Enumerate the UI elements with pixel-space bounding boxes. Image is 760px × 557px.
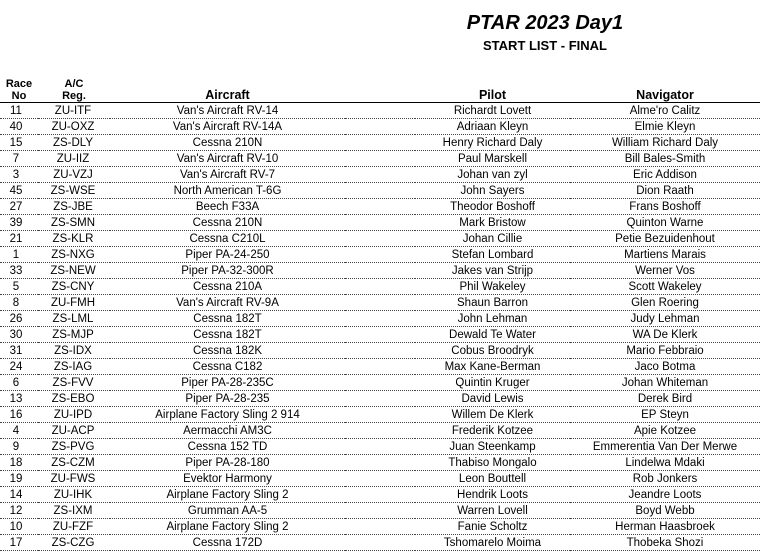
reg-header-line2: Reg. (62, 90, 86, 102)
race-no-cell: 6 (0, 375, 38, 391)
table-row (0, 375, 760, 391)
table-row (0, 279, 760, 295)
start-list-body (0, 103, 760, 551)
navigator-cell: Scott Wakeley (570, 279, 760, 295)
navigator-cell: Judy Lehman (570, 311, 760, 327)
pilot-cell: Max Kane-Berman (415, 359, 570, 375)
spacer-cell (345, 215, 415, 231)
race-no-cell: 9 (0, 439, 38, 455)
aircraft-cell: Cessna C182 (110, 359, 345, 375)
navigator-cell: Emmerentia Van Der Merwe (570, 439, 760, 455)
pilot-cell: David Lewis (415, 391, 570, 407)
registration-cell: ZS-IDX (38, 343, 110, 359)
navigator-cell: EP Steyn (570, 407, 760, 423)
navigator-cell: Johan Whiteman (570, 375, 760, 391)
race-header-line1: Race (5, 78, 33, 90)
race-no-cell: 4 (0, 423, 38, 439)
registration-cell: ZS-CZG (38, 535, 110, 551)
pilot-cell: Dewald Te Water (415, 327, 570, 343)
table-row (0, 327, 760, 343)
registration-cell: ZU-OXZ (38, 119, 110, 135)
table-row (0, 343, 760, 359)
registration-cell: ZS-EBO (38, 391, 110, 407)
spacer-cell (345, 151, 415, 167)
table-row (0, 263, 760, 279)
navigator-cell: Werner Vos (570, 263, 760, 279)
spacer-cell (345, 311, 415, 327)
aircraft-cell: Airplane Factory Sling 2 914 (110, 407, 345, 423)
pilot-cell: Juan Steenkamp (415, 439, 570, 455)
navigator-cell: Martiens Marais (570, 247, 760, 263)
spacer-cell (345, 519, 415, 535)
spacer-cell (345, 263, 415, 279)
pilot-cell: Adriaan Kleyn (415, 119, 570, 135)
race-no-cell: 39 (0, 215, 38, 231)
race-no-cell: 11 (0, 103, 38, 119)
pilot-cell: Richardt Lovett (415, 103, 570, 119)
registration-cell: ZS-CNY (38, 279, 110, 295)
navigator-cell: Frans Boshoff (570, 199, 760, 215)
navigator-cell: Jeandre Loots (570, 487, 760, 503)
pilot-cell: Shaun Barron (415, 295, 570, 311)
race-no-cell: 10 (0, 519, 38, 535)
race-no-cell: 30 (0, 327, 38, 343)
race-no-cell: 27 (0, 199, 38, 215)
registration-cell: ZS-SMN (38, 215, 110, 231)
table-row (0, 247, 760, 263)
pilot-cell: Tshomarelo Moima (415, 535, 570, 551)
pilot-cell: Hendrik Loots (415, 487, 570, 503)
navigator-cell: Lindelwa Mdaki (570, 455, 760, 471)
aircraft-cell: Piper PA-28-235C (110, 375, 345, 391)
start-list-table (0, 73, 760, 551)
table-row (0, 519, 760, 535)
aircraft-cell: Cessna 172D (110, 535, 345, 551)
aircraft-cell: Cessna 182K (110, 343, 345, 359)
aircraft-cell: Van's Aircraft RV-10 (110, 151, 345, 167)
navigator-cell: Mario Febbraio (570, 343, 760, 359)
registration-cell: ZU-FWS (38, 471, 110, 487)
table-row (0, 167, 760, 183)
reg-header (38, 73, 110, 103)
table-header-row (0, 73, 760, 103)
registration-cell: ZU-FMH (38, 295, 110, 311)
race-no-cell: 7 (0, 151, 38, 167)
registration-cell: ZU-ACP (38, 423, 110, 439)
navigator-cell: Herman Haasbroek (570, 519, 760, 535)
race-no-cell: 12 (0, 503, 38, 519)
spacer-cell (345, 183, 415, 199)
spacer-cell (345, 103, 415, 119)
aircraft-cell: Grumman AA-5 (110, 503, 345, 519)
aircraft-cell: Cessna 210A (110, 279, 345, 295)
race-no-cell: 8 (0, 295, 38, 311)
pilot-cell: Paul Marskell (415, 151, 570, 167)
race-no-cell: 1 (0, 247, 38, 263)
aircraft-cell: Van's Aircraft RV-9A (110, 295, 345, 311)
spacer-cell (345, 487, 415, 503)
table-row (0, 423, 760, 439)
table-row (0, 359, 760, 375)
pilot-cell: Phil Wakeley (415, 279, 570, 295)
pilot-cell: Mark Bristow (415, 215, 570, 231)
table-row (0, 231, 760, 247)
registration-cell: ZS-IAG (38, 359, 110, 375)
aircraft-cell: Piper PA-28-235 (110, 391, 345, 407)
race-header-line2: No (11, 90, 27, 102)
aircraft-cell: Evektor Harmony (110, 471, 345, 487)
navigator-cell: William Richard Daly (570, 135, 760, 151)
registration-cell: ZU-IPD (38, 407, 110, 423)
registration-cell: ZS-JBE (38, 199, 110, 215)
table-row (0, 439, 760, 455)
spacer-cell (345, 135, 415, 151)
race-no-cell: 31 (0, 343, 38, 359)
aircraft-cell: Van's Aircraft RV-14 (110, 103, 345, 119)
navigator-cell: Rob Jonkers (570, 471, 760, 487)
race-no-cell: 33 (0, 263, 38, 279)
registration-cell: ZS-KLR (38, 231, 110, 247)
spacer-cell (345, 199, 415, 215)
spacer-cell (345, 231, 415, 247)
table-row (0, 199, 760, 215)
registration-cell: ZS-MJP (38, 327, 110, 343)
table-row (0, 471, 760, 487)
aircraft-cell: Airplane Factory Sling 2 (110, 487, 345, 503)
navigator-header: Navigator (570, 73, 760, 103)
table-row (0, 311, 760, 327)
table-row (0, 183, 760, 199)
spacer-cell (345, 279, 415, 295)
registration-cell: ZU-FZF (38, 519, 110, 535)
spacer-cell (345, 375, 415, 391)
navigator-cell: Eric Addison (570, 167, 760, 183)
pilot-cell: Johan van zyl (415, 167, 570, 183)
aircraft-cell: Piper PA-32-300R (110, 263, 345, 279)
aircraft-cell: Cessna 152 TD (110, 439, 345, 455)
navigator-cell: Quinton Warne (570, 215, 760, 231)
race-no-cell: 26 (0, 311, 38, 327)
navigator-cell: Thobeka Shozi (570, 535, 760, 551)
race-no-header (0, 73, 38, 103)
pilot-cell: Leon Bouttell (415, 471, 570, 487)
pilot-cell: Cobus Broodryk (415, 343, 570, 359)
spacer-cell (345, 423, 415, 439)
race-no-cell: 13 (0, 391, 38, 407)
aircraft-cell: Aermacchi AM3C (110, 423, 345, 439)
spacer-cell (345, 247, 415, 263)
aircraft-cell: Cessna 182T (110, 311, 345, 327)
table-row (0, 103, 760, 119)
pilot-cell: John Sayers (415, 183, 570, 199)
navigator-cell: Boyd Webb (570, 503, 760, 519)
registration-cell: ZS-NEW (38, 263, 110, 279)
pilot-header: Pilot (415, 73, 570, 103)
pilot-cell: Thabiso Mongalo (415, 455, 570, 471)
race-no-cell: 16 (0, 407, 38, 423)
registration-cell: ZS-PVG (38, 439, 110, 455)
registration-cell: ZS-IXM (38, 503, 110, 519)
registration-cell: ZS-FVV (38, 375, 110, 391)
navigator-cell: Dion Raath (570, 183, 760, 199)
spacer-cell (345, 327, 415, 343)
navigator-cell: Apie Kotzee (570, 423, 760, 439)
aircraft-cell: Van's Aircraft RV-7 (110, 167, 345, 183)
race-no-cell: 40 (0, 119, 38, 135)
spacer-cell (345, 359, 415, 375)
navigator-cell: Alme'ro Calitz (570, 103, 760, 119)
registration-cell: ZU-IHK (38, 487, 110, 503)
pilot-cell: Stefan Lombard (415, 247, 570, 263)
spacer-cell (345, 295, 415, 311)
pilot-cell: Jakes van Strijp (415, 263, 570, 279)
race-no-cell: 21 (0, 231, 38, 247)
race-no-cell: 15 (0, 135, 38, 151)
table-row (0, 503, 760, 519)
spacer-cell (345, 407, 415, 423)
navigator-cell: Derek Bird (570, 391, 760, 407)
pilot-cell: Frederik Kotzee (415, 423, 570, 439)
registration-cell: ZS-DLY (38, 135, 110, 151)
aircraft-cell: Piper PA-28-180 (110, 455, 345, 471)
race-no-cell: 14 (0, 487, 38, 503)
race-no-cell: 24 (0, 359, 38, 375)
spacer-cell (345, 535, 415, 551)
pilot-cell: Warren Lovell (415, 503, 570, 519)
pilot-cell: Henry Richard Daly (415, 135, 570, 151)
navigator-cell: Glen Roering (570, 295, 760, 311)
table-row (0, 391, 760, 407)
document-subtitle: START LIST - FINAL (483, 38, 607, 53)
pilot-cell: Theodor Boshoff (415, 199, 570, 215)
table-row (0, 455, 760, 471)
navigator-cell: Jaco Botma (570, 359, 760, 375)
aircraft-cell: North American T-6G (110, 183, 345, 199)
table-row (0, 535, 760, 551)
table-row (0, 135, 760, 151)
spacer-cell (345, 455, 415, 471)
aircraft-header: Aircraft (110, 73, 345, 103)
navigator-cell: Bill Bales-Smith (570, 151, 760, 167)
table-row (0, 215, 760, 231)
spacer-cell (345, 439, 415, 455)
registration-cell: ZS-CZM (38, 455, 110, 471)
table-row (0, 407, 760, 423)
race-no-cell: 17 (0, 535, 38, 551)
pilot-cell: Fanie Scholtz (415, 519, 570, 535)
spacer-cell (345, 391, 415, 407)
registration-cell: ZU-VZJ (38, 167, 110, 183)
registration-cell: ZS-NXG (38, 247, 110, 263)
document-title: PTAR 2023 Day1 (466, 12, 624, 34)
table-row (0, 487, 760, 503)
race-no-cell: 45 (0, 183, 38, 199)
spacer-cell (345, 343, 415, 359)
aircraft-cell: Cessna 182T (110, 327, 345, 343)
table-row (0, 119, 760, 135)
pilot-cell: John Lehman (415, 311, 570, 327)
spacer-cell (345, 167, 415, 183)
registration-cell: ZS-WSE (38, 183, 110, 199)
race-no-cell: 5 (0, 279, 38, 295)
aircraft-cell: Cessna 210N (110, 215, 345, 231)
aircraft-cell: Piper PA-24-250 (110, 247, 345, 263)
navigator-cell: Elmie Kleyn (570, 119, 760, 135)
table-row (0, 151, 760, 167)
spacer-cell (345, 471, 415, 487)
registration-cell: ZU-ITF (38, 103, 110, 119)
aircraft-cell: Airplane Factory Sling 2 (110, 519, 345, 535)
race-no-cell: 18 (0, 455, 38, 471)
aircraft-cell: Van's Aircraft RV-14A (110, 119, 345, 135)
reg-header-line1: A/C (64, 78, 84, 90)
race-no-cell: 19 (0, 471, 38, 487)
navigator-cell: Petie Bezuidenhout (570, 231, 760, 247)
race-no-cell: 3 (0, 167, 38, 183)
pilot-cell: Quintin Kruger (415, 375, 570, 391)
registration-cell: ZU-IIZ (38, 151, 110, 167)
navigator-cell: WA De Klerk (570, 327, 760, 343)
spacer-header (345, 73, 415, 103)
spacer-cell (345, 503, 415, 519)
pilot-cell: Johan Cillie (415, 231, 570, 247)
aircraft-cell: Beech F33A (110, 199, 345, 215)
registration-cell: ZS-LML (38, 311, 110, 327)
aircraft-cell: Cessna C210L (110, 231, 345, 247)
pilot-cell: Willem De Klerk (415, 407, 570, 423)
spacer-cell (345, 119, 415, 135)
aircraft-cell: Cessna 210N (110, 135, 345, 151)
table-row (0, 295, 760, 311)
